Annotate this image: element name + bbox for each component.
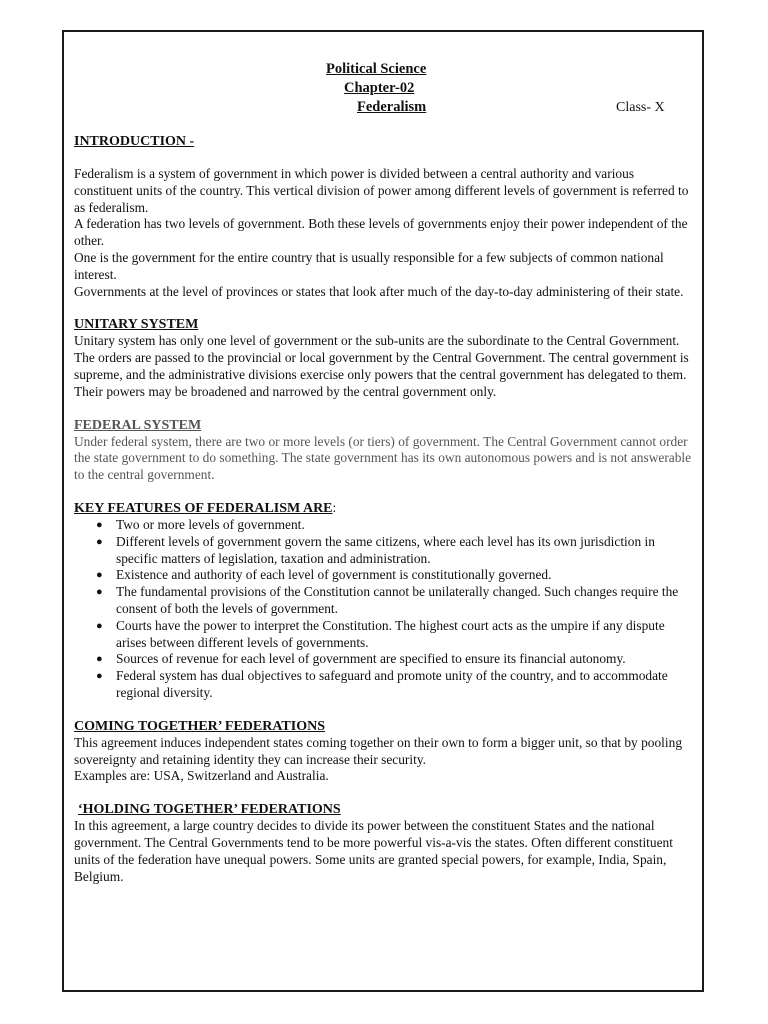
coming-together-section [74,718,694,785]
list-item-text: Federal system has dual objectives to safeguard and promote unity of the country, and to accommodate regional diversity. [116,668,668,700]
intro-paragraph: A federation has two levels of government. Both these levels of governments enjoy their power independent of the other. [74,216,688,249]
intro-paragraph: Governments at the level of provinces or states that look after much of the day-to-day administering of their state. [74,283,684,299]
list-item [96,516,694,534]
coming-together-paragraph: This agreement induces independent states coming together on their own to form a bigger unit, so that by pooling sovereignty and retaining identity they can increase their security. [74,734,683,767]
unitary-paragraph: Unitary system has only one level of government or the sub-units are the subordinate to the Central Government. The orders are passed to the provincial or local government by the Central Government. The central government is supreme, and the administrative divisions exercise only powers that the central government has delegated to them. Their powers may be broadened and narrowed by the central government only. [74,333,689,399]
list-item-text: Existence and authority of each level of government is constitutionally governed. [116,567,552,583]
holding-together-paragraph: In this agreement, a large country decides to divide its power between the constituent States and the national government. The Central Governments tend to be more powerful vis-a-vis the states. Often different constituent units of the federation have unequal powers. Some units are granted special powers, for example, India, Spain, Belgium. [74,818,673,884]
bullet-icon: ● [96,535,103,548]
bullet-icon: ● [96,619,103,632]
bullet-icon: ● [96,653,103,666]
list-item [96,617,694,652]
list-item [96,584,694,618]
topic-title: Federalism [357,99,427,115]
list-item [96,651,694,668]
document-body [74,60,694,885]
holding-together-heading: ‘HOLDING TOGETHER’ FEDERATIONS [78,802,341,818]
federal-section [74,417,694,484]
introduction-section [74,133,694,300]
bullet-icon: ● [96,518,103,531]
subject-title: Political Science [326,61,427,77]
list-item [96,668,694,702]
list-item [96,567,694,584]
bullet-icon: ● [96,569,103,582]
federal-paragraph: Under federal system, there are two or more levels (or tiers) of government. The Central Government cannot order the state government to do something. The state government has its own autonomous powers and is not answerable to the central government. [74,433,692,483]
intro-paragraph: Federalism is a system of government in which power is divided between a central authority and various constituent units of the country. This vertical division of power among different levels of government is referred to as federalism. [74,166,689,215]
holding-together-section [74,801,694,885]
introduction-heading: INTRODUCTION - [74,134,195,149]
unitary-section [74,316,694,400]
list-item-text: The fundamental provisions of the Constitution cannot be unilaterally changed. Such changes require the consent of both the levels of government. [116,584,679,616]
chapter-title: Chapter-02 [344,80,415,96]
bullet-icon: ● [96,586,103,599]
list-item [96,533,694,568]
unitary-heading: UNITARY SYSTEM [74,317,199,333]
bullet-icon: ● [96,670,103,683]
list-item-text: Two or more levels of government. [116,516,305,532]
class-label: Class- X [616,100,665,115]
key-features-section [74,500,694,702]
federal-heading: FEDERAL SYSTEM [74,417,202,433]
coming-together-examples: Examples are: USA, Switzerland and Australia. [74,768,329,784]
list-item-text: Courts have the power to interpret the Constitution. The highest court acts as the umpire if any dispute arises between different levels of governments. [116,617,665,650]
document-header [74,60,694,120]
list-item-text: Different levels of government govern the same citizens, where each level has its own jurisdiction in specific matters of legislation, taxation and administration. [116,533,655,566]
list-item-text: Sources of revenue for each level of government are specified to ensure its financial autonomy. [116,651,626,667]
coming-together-heading: COMING TOGETHER’ FEDERATIONS [74,718,326,734]
key-features-heading: KEY FEATURES OF FEDERALISM ARE [74,500,333,516]
key-features-list [74,517,694,702]
key-features-colon: : [332,499,337,515]
intro-paragraph: One is the government for the entire country that is usually responsible for a few subjects of common national interest. [74,249,664,282]
